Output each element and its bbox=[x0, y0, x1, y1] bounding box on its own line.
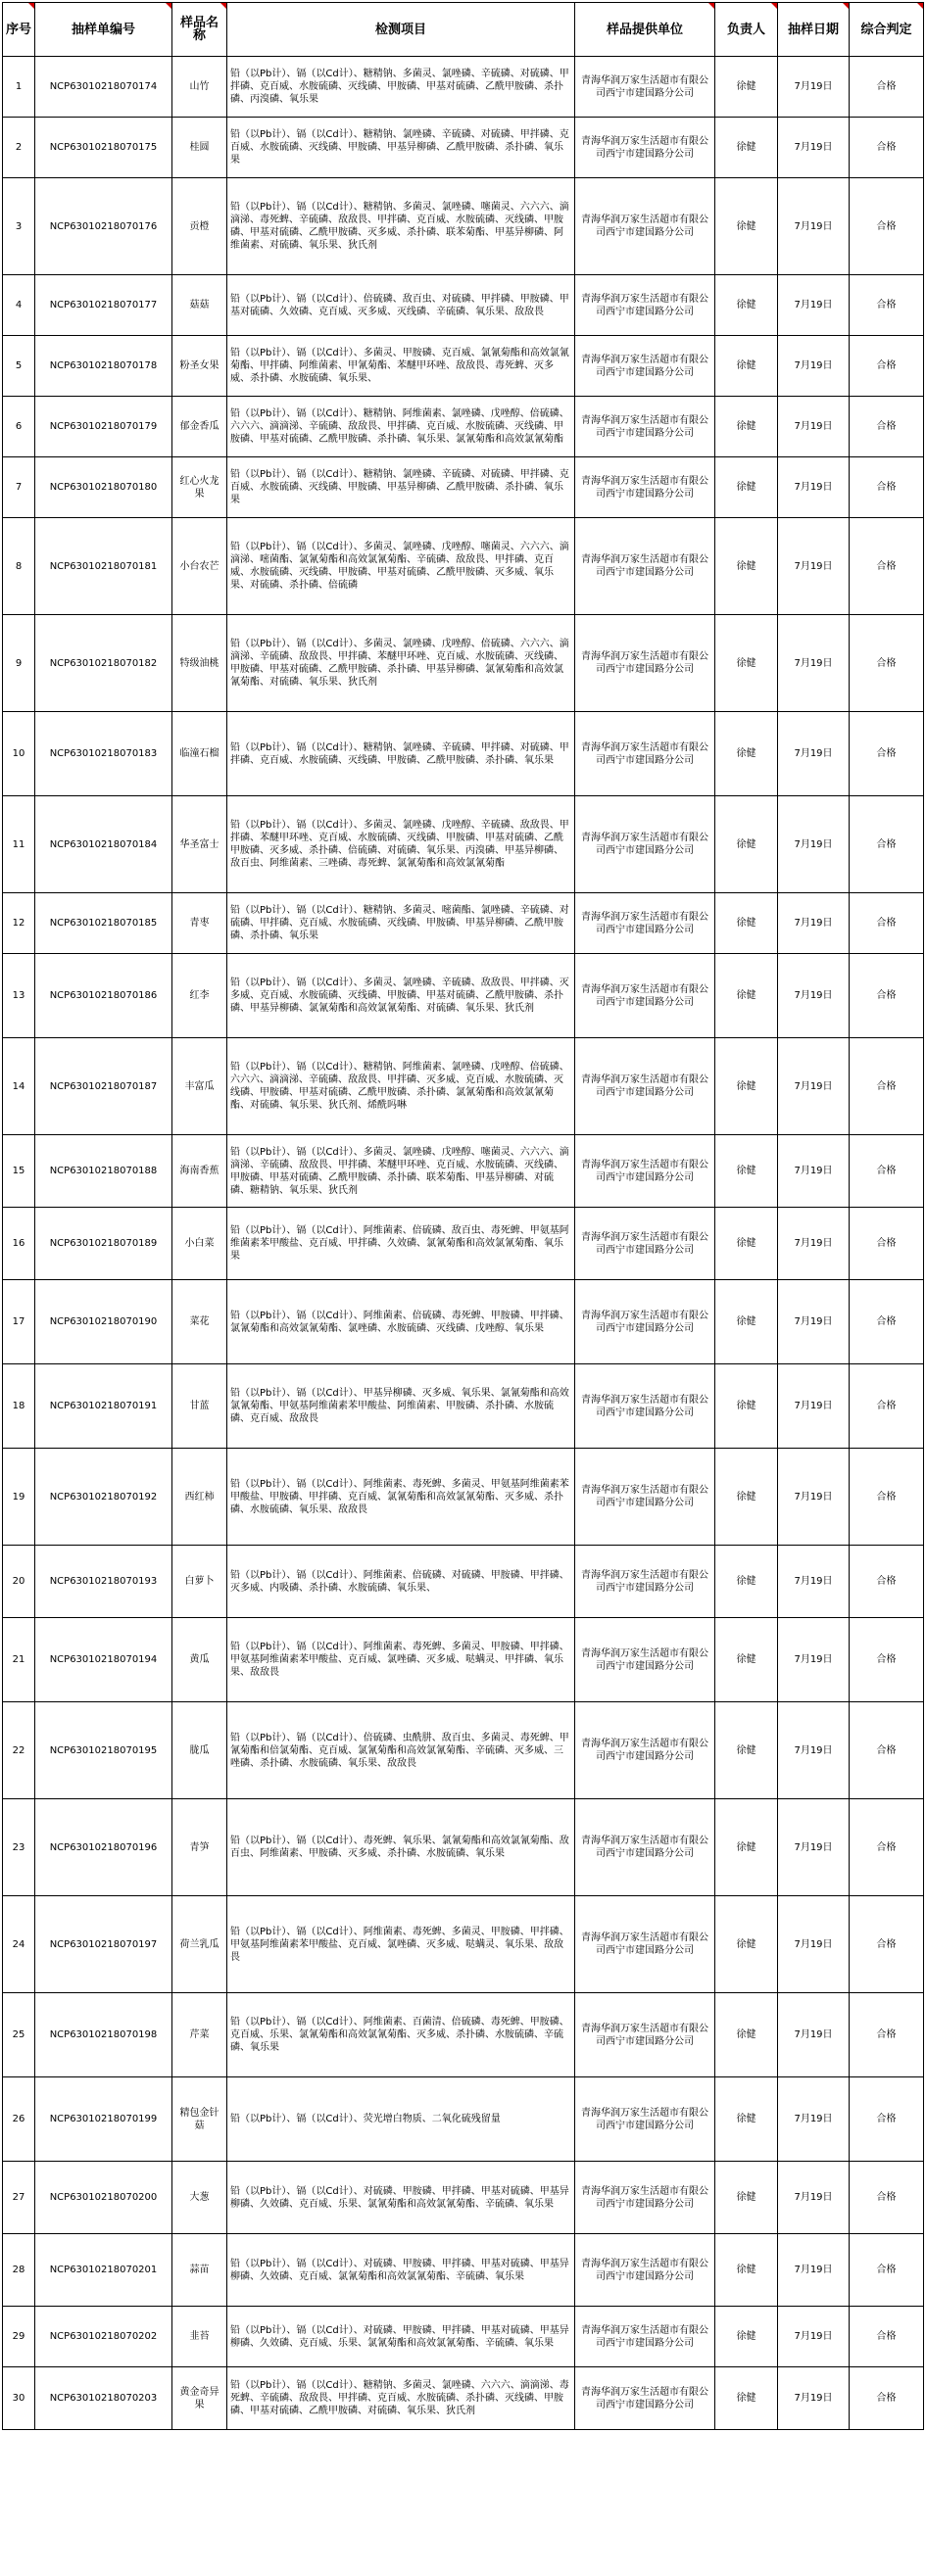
sample-number: NCP63010218070178 bbox=[35, 336, 172, 397]
supplier-unit: 青海华润万家生活超市有限公司西宁市建国路分公司 bbox=[575, 1038, 715, 1135]
sampling-date: 7月19日 bbox=[778, 1799, 850, 1896]
supplier-unit: 青海华润万家生活超市有限公司西宁市建国路分公司 bbox=[575, 275, 715, 336]
sampling-date: 7月19日 bbox=[778, 1618, 850, 1702]
header-person-label: 负责人 bbox=[726, 22, 765, 37]
responsible-person: 徐健 bbox=[715, 336, 778, 397]
table-row bbox=[3, 1896, 924, 1993]
verdict: 合格 bbox=[850, 1364, 924, 1449]
responsible-person: 徐健 bbox=[715, 796, 778, 893]
row-number: 30 bbox=[3, 2367, 35, 2430]
verdict: 合格 bbox=[850, 457, 924, 518]
table-row bbox=[3, 275, 924, 336]
test-items: 铅（以Pb计）、镉（以Cd计）、糖精钠、氯唑磷、辛硫磷、对硫磷、甲拌磷、克百威、水胺硫磷、灭线磷、甲胺磷、甲基异柳磷、乙酰甲胺磷、杀扑磷、氧乐果 bbox=[227, 457, 575, 518]
table-row bbox=[3, 1038, 924, 1135]
sampling-date: 7月19日 bbox=[778, 893, 850, 954]
verdict: 合格 bbox=[850, 1449, 924, 1546]
responsible-person: 徐健 bbox=[715, 57, 778, 118]
responsible-person: 徐健 bbox=[715, 893, 778, 954]
test-items: 铅（以Pb计）、镉（以Cd计）、倍硫磷、虫酰肼、敌百虫、多菌灵、毒死蜱、甲氰菊酯和倍氯菊酯、克百威、氯氰菊酯和高效氯氰菊酯、辛硫磷、灭多威、三唑磷、杀扑磷、水胺硫磷、氧乐果、敌敌畏 bbox=[227, 1702, 575, 1799]
sample-name: 精包金针菇 bbox=[172, 2077, 227, 2162]
header-sample-no bbox=[35, 3, 172, 57]
sample-number: NCP63010218070203 bbox=[35, 2367, 172, 2430]
header-no bbox=[3, 3, 35, 57]
sample-name: 蒜苗 bbox=[172, 2234, 227, 2307]
sampling-date: 7月19日 bbox=[778, 275, 850, 336]
table-row bbox=[3, 1208, 924, 1280]
sample-name: 桂圆 bbox=[172, 118, 227, 178]
sample-number: NCP63010218070183 bbox=[35, 712, 172, 796]
row-number: 23 bbox=[3, 1799, 35, 1896]
header-name-label: 样品名称 bbox=[179, 16, 219, 43]
responsible-person: 徐健 bbox=[715, 2162, 778, 2234]
header-date bbox=[778, 3, 850, 57]
sample-number: NCP63010218070185 bbox=[35, 893, 172, 954]
row-number: 14 bbox=[3, 1038, 35, 1135]
supplier-unit: 青海华润万家生活超市有限公司西宁市建国路分公司 bbox=[575, 893, 715, 954]
supplier-unit: 青海华润万家生活超市有限公司西宁市建国路分公司 bbox=[575, 336, 715, 397]
sample-name: 海南香蕉 bbox=[172, 1135, 227, 1208]
sample-number: NCP63010218070187 bbox=[35, 1038, 172, 1135]
responsible-person: 徐健 bbox=[715, 712, 778, 796]
row-number: 2 bbox=[3, 118, 35, 178]
table-row bbox=[3, 57, 924, 118]
sample-number: NCP63010218070176 bbox=[35, 178, 172, 275]
row-number: 22 bbox=[3, 1702, 35, 1799]
header-result bbox=[850, 3, 924, 57]
verdict: 合格 bbox=[850, 615, 924, 712]
sampling-date: 7月19日 bbox=[778, 712, 850, 796]
responsible-person: 徐健 bbox=[715, 1546, 778, 1618]
supplier-unit: 青海华润万家生活超市有限公司西宁市建国路分公司 bbox=[575, 712, 715, 796]
sample-name: 小台农芒 bbox=[172, 518, 227, 615]
responsible-person: 徐健 bbox=[715, 1208, 778, 1280]
verdict: 合格 bbox=[850, 1702, 924, 1799]
verdict: 合格 bbox=[850, 118, 924, 178]
sample-name: 丰富瓜 bbox=[172, 1038, 227, 1135]
sample-name: 华圣富士 bbox=[172, 796, 227, 893]
supplier-unit: 青海华润万家生活超市有限公司西宁市建国路分公司 bbox=[575, 1449, 715, 1546]
test-items: 铅（以Pb计）、镉（以Cd计）、阿维菌素、百菌清、倍硫磷、毒死蜱、甲胺磷、克百威、乐果、氯氰菊酯和高效氯氰菊酯、灭多威、杀扑磷、水胺硫磷、辛硫磷、氧乐果 bbox=[227, 1993, 575, 2077]
sample-name: 红李 bbox=[172, 954, 227, 1038]
sampling-date: 7月19日 bbox=[778, 2367, 850, 2430]
sample-name: 韭苔 bbox=[172, 2307, 227, 2367]
supplier-unit: 青海华润万家生活超市有限公司西宁市建国路分公司 bbox=[575, 1618, 715, 1702]
test-items: 铅（以Pb计）、镉（以Cd计）、糖精钠、阿维菌素、氯唑磷、戊唑醇、倍硫磷、六六六、滴滴涕、辛硫磷、敌敌畏、甲拌磷、灭多威、克百威、水胺硫磷、灭线磷、甲胺磷、甲基对硫磷、乙酰甲胺磷、杀扑磷、氯氰菊酯和高效氯氰菊酯、对硫磷、氧乐果、狄氏剂、烯酰吗啉 bbox=[227, 1038, 575, 1135]
table-row bbox=[3, 954, 924, 1038]
responsible-person: 徐健 bbox=[715, 397, 778, 457]
supplier-unit: 青海华润万家生活超市有限公司西宁市建国路分公司 bbox=[575, 1208, 715, 1280]
verdict: 合格 bbox=[850, 1038, 924, 1135]
sample-number: NCP63010218070194 bbox=[35, 1618, 172, 1702]
sampling-date: 7月19日 bbox=[778, 1135, 850, 1208]
test-items: 铅（以Pb计）、镉（以Cd计）、多菌灵、氯唑磷、戊唑醇、倍硫磷、六六六、滴滴涕、辛硫磷、敌敌畏、甲拌磷、苯醚甲环唑、克百威、水胺硫磷、灭线磷、甲胺磷、甲基对硫磷、乙酰甲胺磷、杀扑磷、甲基异柳磷、氯氰菊酯和高效氯氰菊酯、对硫磷、氧乐果、狄氏剂 bbox=[227, 615, 575, 712]
table-row bbox=[3, 1799, 924, 1896]
test-items: 铅（以Pb计）、镉（以Cd计）、糖精钠、氯唑磷、辛硫磷、甲拌磷、对硫磷、甲拌磷、克百威、水胺硫磷、灭线磷、甲胺磷、乙酰甲胺磷、杀扑磷、氧乐果 bbox=[227, 712, 575, 796]
sample-name: 临潼石榴 bbox=[172, 712, 227, 796]
sample-number: NCP63010218070193 bbox=[35, 1546, 172, 1618]
responsible-person: 徐健 bbox=[715, 2077, 778, 2162]
test-items: 铅（以Pb计）、镉（以Cd计）、多菌灵、氯唑磷、戊唑醇、噻菌灵、六六六、滴滴涕、嘧菌酯、氯氰菊酯和高效氯氰菊酯、辛硫磷、敌敌畏、甲拌磷、克百威、水胺硫磷、灭线磷、甲胺磷、甲基对硫磷、乙酰甲胺磷、灭多威、氧乐果、对硫磷、杀扑磷、倍硫磷 bbox=[227, 518, 575, 615]
responsible-person: 徐健 bbox=[715, 275, 778, 336]
table-row bbox=[3, 712, 924, 796]
table-row bbox=[3, 1135, 924, 1208]
row-number: 27 bbox=[3, 2162, 35, 2234]
comment-flag bbox=[771, 3, 777, 9]
verdict: 合格 bbox=[850, 796, 924, 893]
verdict: 合格 bbox=[850, 954, 924, 1038]
comment-flag bbox=[843, 3, 849, 9]
sample-number: NCP63010218070182 bbox=[35, 615, 172, 712]
comment-flag bbox=[708, 3, 714, 9]
test-items: 铅（以Pb计）、镉（以Cd计）、对硫磷、甲胺磷、甲拌磷、甲基对硫磷、甲基异柳磷、久效磷、克百威、氯氰菊酯和高效氯氰菊酯、辛硫磷、氧乐果 bbox=[227, 2234, 575, 2307]
sample-name: 芹菜 bbox=[172, 1993, 227, 2077]
sample-name: 青笋 bbox=[172, 1799, 227, 1896]
table-row bbox=[3, 1449, 924, 1546]
sample-number: NCP63010218070177 bbox=[35, 275, 172, 336]
comment-flag bbox=[28, 3, 34, 9]
responsible-person: 徐健 bbox=[715, 178, 778, 275]
sample-name: 黄金奇异果 bbox=[172, 2367, 227, 2430]
row-number: 7 bbox=[3, 457, 35, 518]
sample-number: NCP63010218070198 bbox=[35, 1993, 172, 2077]
sample-number: NCP63010218070202 bbox=[35, 2307, 172, 2367]
supplier-unit: 青海华润万家生活超市有限公司西宁市建国路分公司 bbox=[575, 2162, 715, 2234]
responsible-person: 徐健 bbox=[715, 2234, 778, 2307]
comment-flag bbox=[220, 3, 226, 9]
sampling-date: 7月19日 bbox=[778, 1449, 850, 1546]
sampling-date: 7月19日 bbox=[778, 178, 850, 275]
verdict: 合格 bbox=[850, 275, 924, 336]
verdict: 合格 bbox=[850, 2234, 924, 2307]
verdict: 合格 bbox=[850, 1993, 924, 2077]
test-items: 铅（以Pb计）、镉（以Cd计）、甲基异柳磷、灭多威、氧乐果、氯氰菊酯和高效氯氰菊酯、甲氨基阿维菌素苯甲酸盐、阿维菌素、甲胺磷、杀扑磷、水胺硫磷、克百威、敌敌畏 bbox=[227, 1364, 575, 1449]
supplier-unit: 青海华润万家生活超市有限公司西宁市建国路分公司 bbox=[575, 2307, 715, 2367]
supplier-unit: 青海华润万家生活超市有限公司西宁市建国路分公司 bbox=[575, 118, 715, 178]
sample-number: NCP63010218070200 bbox=[35, 2162, 172, 2234]
sample-number: NCP63010218070192 bbox=[35, 1449, 172, 1546]
sample-name: 甘蓝 bbox=[172, 1364, 227, 1449]
responsible-person: 徐健 bbox=[715, 1993, 778, 2077]
row-number: 9 bbox=[3, 615, 35, 712]
table-row bbox=[3, 1280, 924, 1364]
header-row bbox=[3, 3, 924, 57]
verdict: 合格 bbox=[850, 178, 924, 275]
verdict: 合格 bbox=[850, 336, 924, 397]
row-number: 19 bbox=[3, 1449, 35, 1546]
row-number: 6 bbox=[3, 397, 35, 457]
test-items: 铅（以Pb计）、镉（以Cd计）、毒死蜱、氧乐果、氯氰菊酯和高效氯氰菊酯、敌百虫、阿维菌素、甲胺磷、灭多威、杀扑磷、水胺硫磷、氧乐果 bbox=[227, 1799, 575, 1896]
test-items: 铅（以Pb计）、镉（以Cd计）、糖精钠、多菌灵、氯唑磷、六六六、滴滴涕、毒死蜱、辛硫磷、敌敌畏、甲拌磷、克百威、水胺硫磷、杀扑磷、灭线磷、甲胺磷、甲基对硫磷、乙酰甲胺磷、对硫磷、氧乐果、狄氏剂 bbox=[227, 2367, 575, 2430]
sample-number: NCP63010218070191 bbox=[35, 1364, 172, 1449]
sample-number: NCP63010218070179 bbox=[35, 397, 172, 457]
supplier-unit: 青海华润万家生活超市有限公司西宁市建国路分公司 bbox=[575, 397, 715, 457]
verdict: 合格 bbox=[850, 2367, 924, 2430]
sampling-date: 7月19日 bbox=[778, 1546, 850, 1618]
sampling-date: 7月19日 bbox=[778, 1280, 850, 1364]
table-row bbox=[3, 118, 924, 178]
row-number: 28 bbox=[3, 2234, 35, 2307]
supplier-unit: 青海华润万家生活超市有限公司西宁市建国路分公司 bbox=[575, 518, 715, 615]
table-row bbox=[3, 2077, 924, 2162]
verdict: 合格 bbox=[850, 1896, 924, 1993]
table-row bbox=[3, 518, 924, 615]
supplier-unit: 青海华润万家生活超市有限公司西宁市建国路分公司 bbox=[575, 178, 715, 275]
row-number: 1 bbox=[3, 57, 35, 118]
sampling-date: 7月19日 bbox=[778, 1364, 850, 1449]
verdict: 合格 bbox=[850, 1618, 924, 1702]
verdict: 合格 bbox=[850, 1546, 924, 1618]
header-unit bbox=[575, 3, 715, 57]
table-row bbox=[3, 2367, 924, 2430]
sampling-date: 7月19日 bbox=[778, 2162, 850, 2234]
test-items: 铅（以Pb计）、镉（以Cd计）、阿维菌素、倍硫磷、对硫磷、甲胺磷、甲拌磷、灭多威、内吸磷、杀扑磷、水胺硫磷、氧乐果、 bbox=[227, 1546, 575, 1618]
sampling-date: 7月19日 bbox=[778, 457, 850, 518]
sample-name: 小白菜 bbox=[172, 1208, 227, 1280]
header-no-label: 序号 bbox=[6, 22, 32, 37]
sample-number: NCP63010218070180 bbox=[35, 457, 172, 518]
sampling-date: 7月19日 bbox=[778, 118, 850, 178]
test-items: 铅（以Pb计）、镉（以Cd计）、多菌灵、甲胺磷、克百威、氯氰菊酯和高效氯氰菊酯、甲拌磷、阿维菌素、甲氰菊酯、苯醚甲环唑、敌敌畏、毒死蜱、灭多威、杀扑磷、水胺硫磷、氧乐果、 bbox=[227, 336, 575, 397]
table-row bbox=[3, 336, 924, 397]
supplier-unit: 青海华润万家生活超市有限公司西宁市建国路分公司 bbox=[575, 57, 715, 118]
supplier-unit: 青海华润万家生活超市有限公司西宁市建国路分公司 bbox=[575, 2234, 715, 2307]
row-number: 13 bbox=[3, 954, 35, 1038]
header-name bbox=[172, 3, 227, 57]
row-number: 5 bbox=[3, 336, 35, 397]
sample-name: 荷兰乳瓜 bbox=[172, 1896, 227, 1993]
row-number: 4 bbox=[3, 275, 35, 336]
verdict: 合格 bbox=[850, 2162, 924, 2234]
supplier-unit: 青海华润万家生活超市有限公司西宁市建国路分公司 bbox=[575, 1364, 715, 1449]
sampling-date: 7月19日 bbox=[778, 2307, 850, 2367]
responsible-person: 徐健 bbox=[715, 1280, 778, 1364]
table-row bbox=[3, 1546, 924, 1618]
row-number: 8 bbox=[3, 518, 35, 615]
sampling-date: 7月19日 bbox=[778, 1038, 850, 1135]
test-items: 铅（以Pb计）、镉（以Cd计）、倍硫磷、敌百虫、对硫磷、甲拌磷、甲胺磷、甲基对硫磷、久效磷、克百威、灭多威、灭线磷、辛硫磷、氧乐果、敌敌畏 bbox=[227, 275, 575, 336]
sample-number: NCP63010218070186 bbox=[35, 954, 172, 1038]
test-items: 铅（以Pb计）、镉（以Cd计）、阿维菌素、倍硫磷、敌百虫、毒死蜱、甲氨基阿维菌素苯甲酸盐、克百威、甲拌磷、久效磷、氯氰菊酯和高效氯氰菊酯、氧乐果 bbox=[227, 1208, 575, 1280]
supplier-unit: 青海华润万家生活超市有限公司西宁市建国路分公司 bbox=[575, 1702, 715, 1799]
supplier-unit: 青海华润万家生活超市有限公司西宁市建国路分公司 bbox=[575, 457, 715, 518]
test-items: 铅（以Pb计）、镉（以Cd计）、糖精钠、氯唑磷、辛硫磷、对硫磷、甲拌磷、克百威、水胺硫磷、灭线磷、甲胺磷、甲基异柳磷、乙酰甲胺磷、杀扑磷、氧乐果 bbox=[227, 118, 575, 178]
verdict: 合格 bbox=[850, 1135, 924, 1208]
test-items: 铅（以Pb计）、镉（以Cd计）、多菌灵、氯唑磷、戊唑醇、噻菌灵、六六六、滴滴涕、辛硫磷、敌敌畏、甲拌磷、苯醚甲环唑、克百威、水胺硫磷、灭线磷、甲胺磷、甲基对硫磷、乙酰甲胺磷、杀扑磷、联苯菊酯、甲基异柳磷、对硫磷、糖精钠、氧乐果、狄氏剂 bbox=[227, 1135, 575, 1208]
comment-flag bbox=[917, 3, 923, 9]
row-number: 11 bbox=[3, 796, 35, 893]
test-items: 铅（以Pb计）、镉（以Cd计）、阿维菌素、毒死蜱、多菌灵、甲胺磷、甲拌磷、甲氨基阿维菌素苯甲酸盐、克百威、氯唑磷、灭多威、哒螨灵、氧乐果、敌敌畏 bbox=[227, 1896, 575, 1993]
test-items: 铅（以Pb计）、镉（以Cd计）、阿维菌素、毒死蜱、多菌灵、甲胺磷、甲拌磷、甲氨基阿维菌素苯甲酸盐、克百威、氯唑磷、灭多威、哒螨灵、甲拌磷、氧乐果、敌敌畏 bbox=[227, 1618, 575, 1702]
header-sample-no-label: 抽样单编号 bbox=[71, 22, 135, 37]
table-row bbox=[3, 1618, 924, 1702]
sample-number: NCP63010218070175 bbox=[35, 118, 172, 178]
supplier-unit: 青海华润万家生活超市有限公司西宁市建国路分公司 bbox=[575, 796, 715, 893]
test-items: 铅（以Pb计）、镉（以Cd计）、阿维菌素、倍硫磷、毒死蜱、甲胺磷、甲拌磷、氯氰菊酯和高效氯氰菊酯、氯唑磷、水胺硫磷、灭线磷、戊唑醇、氧乐果 bbox=[227, 1280, 575, 1364]
responsible-person: 徐健 bbox=[715, 457, 778, 518]
sample-name: 菇菇 bbox=[172, 275, 227, 336]
responsible-person: 徐健 bbox=[715, 1449, 778, 1546]
row-number: 25 bbox=[3, 1993, 35, 2077]
responsible-person: 徐健 bbox=[715, 1896, 778, 1993]
test-items: 铅（以Pb计）、镉（以Cd计）、对硫磷、甲胺磷、甲拌磷、甲基对硫磷、甲基异柳磷、久效磷、克百威、乐果、氯氰菊酯和高效氯氰菊酯、辛硫磷、氧乐果 bbox=[227, 2307, 575, 2367]
sample-number: NCP63010218070189 bbox=[35, 1208, 172, 1280]
sample-number: NCP63010218070197 bbox=[35, 1896, 172, 1993]
supplier-unit: 青海华润万家生活超市有限公司西宁市建国路分公司 bbox=[575, 1280, 715, 1364]
supplier-unit: 青海华润万家生活超市有限公司西宁市建国路分公司 bbox=[575, 1546, 715, 1618]
sample-name: 菜花 bbox=[172, 1280, 227, 1364]
verdict: 合格 bbox=[850, 1799, 924, 1896]
sample-name: 郁金香瓜 bbox=[172, 397, 227, 457]
supplier-unit: 青海华润万家生活超市有限公司西宁市建国路分公司 bbox=[575, 2367, 715, 2430]
table-row bbox=[3, 796, 924, 893]
sample-name: 黄瓜 bbox=[172, 1618, 227, 1702]
sample-number: NCP63010218070174 bbox=[35, 57, 172, 118]
row-number: 18 bbox=[3, 1364, 35, 1449]
results-table bbox=[2, 2, 924, 2430]
sampling-date: 7月19日 bbox=[778, 2234, 850, 2307]
sampling-date: 7月19日 bbox=[778, 1208, 850, 1280]
supplier-unit: 青海华润万家生活超市有限公司西宁市建国路分公司 bbox=[575, 2077, 715, 2162]
sample-name: 特级油桃 bbox=[172, 615, 227, 712]
sampling-date: 7月19日 bbox=[778, 518, 850, 615]
sample-name: 青枣 bbox=[172, 893, 227, 954]
sample-number: NCP63010218070195 bbox=[35, 1702, 172, 1799]
sampling-date: 7月19日 bbox=[778, 615, 850, 712]
table-row bbox=[3, 397, 924, 457]
responsible-person: 徐健 bbox=[715, 1135, 778, 1208]
row-number: 15 bbox=[3, 1135, 35, 1208]
table-row bbox=[3, 457, 924, 518]
sample-name: 西红柿 bbox=[172, 1449, 227, 1546]
header-date-label: 抽样日期 bbox=[787, 22, 839, 37]
table-row bbox=[3, 2162, 924, 2234]
sampling-date: 7月19日 bbox=[778, 954, 850, 1038]
responsible-person: 徐健 bbox=[715, 2367, 778, 2430]
sample-number: NCP63010218070188 bbox=[35, 1135, 172, 1208]
header-items bbox=[227, 3, 575, 57]
verdict: 合格 bbox=[850, 893, 924, 954]
table-row bbox=[3, 615, 924, 712]
responsible-person: 徐健 bbox=[715, 1799, 778, 1896]
test-items: 铅（以Pb计）、镉（以Cd计）、对硫磷、甲胺磷、甲拌磷、甲基对硫磷、甲基异柳磷、久效磷、克百威、乐果、氯氰菊酯和高效氯氰菊酯、辛硫磷、氧乐果 bbox=[227, 2162, 575, 2234]
table-row bbox=[3, 2234, 924, 2307]
responsible-person: 徐健 bbox=[715, 1702, 778, 1799]
comment-flag bbox=[166, 3, 171, 9]
sampling-date: 7月19日 bbox=[778, 1702, 850, 1799]
responsible-person: 徐健 bbox=[715, 1618, 778, 1702]
sampling-date: 7月19日 bbox=[778, 2077, 850, 2162]
sample-name: 粉圣女果 bbox=[172, 336, 227, 397]
sample-number: NCP63010218070201 bbox=[35, 2234, 172, 2307]
header-result-label: 综合判定 bbox=[860, 22, 912, 37]
verdict: 合格 bbox=[850, 1208, 924, 1280]
supplier-unit: 青海华润万家生活超市有限公司西宁市建国路分公司 bbox=[575, 1993, 715, 2077]
responsible-person: 徐健 bbox=[715, 518, 778, 615]
sampling-date: 7月19日 bbox=[778, 336, 850, 397]
sample-name: 大葱 bbox=[172, 2162, 227, 2234]
sample-name: 白萝卜 bbox=[172, 1546, 227, 1618]
responsible-person: 徐健 bbox=[715, 1038, 778, 1135]
row-number: 29 bbox=[3, 2307, 35, 2367]
responsible-person: 徐健 bbox=[715, 954, 778, 1038]
responsible-person: 徐健 bbox=[715, 118, 778, 178]
supplier-unit: 青海华润万家生活超市有限公司西宁市建国路分公司 bbox=[575, 954, 715, 1038]
test-items: 铅（以Pb计）、镉（以Cd计）、荧光增白物质、二氧化硫残留量 bbox=[227, 2077, 575, 2162]
sampling-date: 7月19日 bbox=[778, 1993, 850, 2077]
sampling-date: 7月19日 bbox=[778, 796, 850, 893]
verdict: 合格 bbox=[850, 2077, 924, 2162]
sample-name: 贡橙 bbox=[172, 178, 227, 275]
sample-number: NCP63010218070181 bbox=[35, 518, 172, 615]
responsible-person: 徐健 bbox=[715, 615, 778, 712]
verdict: 合格 bbox=[850, 712, 924, 796]
table-row bbox=[3, 178, 924, 275]
row-number: 12 bbox=[3, 893, 35, 954]
row-number: 26 bbox=[3, 2077, 35, 2162]
row-number: 17 bbox=[3, 1280, 35, 1364]
table-row bbox=[3, 2307, 924, 2367]
row-number: 16 bbox=[3, 1208, 35, 1280]
sample-name: 胧瓜 bbox=[172, 1702, 227, 1799]
test-items: 铅（以Pb计）、镉（以Cd计）、多菌灵、氯唑磷、戊唑醇、辛硫磷、敌敌畏、甲拌磷、苯醚甲环唑、克百威、水胺硫磷、灭线磷、甲胺磷、甲基对硫磷、乙酰甲胺磷、灭多威、杀扑磷、倍硫磷、对硫磷、氧乐果、丙溴磷、甲基异柳磷、敌百虫、阿维菌素、三唑磷、毒死蜱、氯氰菊酯和高效氯氰菊酯 bbox=[227, 796, 575, 893]
supplier-unit: 青海华润万家生活超市有限公司西宁市建国路分公司 bbox=[575, 615, 715, 712]
header-unit-label: 样品提供单位 bbox=[606, 22, 683, 37]
test-items: 铅（以Pb计）、镉（以Cd计）、糖精钠、阿维菌素、氯唑磷、戊唑醇、倍硫磷、六六六、滴滴涕、辛硫磷、敌敌畏、甲拌磷、克百威、水胺硫磷、灭线磷、甲胺磷、甲基对硫磷、乙酰甲胺磷、杀扑磷、氧乐果、氯氰菊酯和高效氯氰菊酯 bbox=[227, 397, 575, 457]
verdict: 合格 bbox=[850, 518, 924, 615]
test-items: 铅（以Pb计）、镉（以Cd计）、糖精钠、多菌灵、嘧菌酯、氯唑磷、辛硫磷、对硫磷、甲拌磷、克百威、水胺硫磷、灭线磷、甲胺磷、甲基异柳磷、乙酰甲胺磷、杀扑磷、氧乐果 bbox=[227, 893, 575, 954]
test-items: 铅（以Pb计）、镉（以Cd计）、糖精钠、多菌灵、氯唑磷、噻菌灵、六六六、滴滴涕、毒死蜱、辛硫磷、敌敌畏、甲拌磷、克百威、水胺硫磷、灭线磷、甲胺磷、甲基对硫磷、乙酰甲胺磷、灭多威、杀扑磷、联苯菊酯、甲基异柳磷、阿维菌素、对硫磷、氧乐果、狄氏剂 bbox=[227, 178, 575, 275]
test-items: 铅（以Pb计）、镉（以Cd计）、糖精钠、多菌灵、氯唑磷、辛硫磷、对硫磷、甲拌磷、克百威、水胺硫磷、灭线磷、甲胺磷、甲基对硫磷、乙酰甲胺磷、杀扑磷、丙溴磷、氧乐果 bbox=[227, 57, 575, 118]
test-items: 铅（以Pb计）、镉（以Cd计）、阿维菌素、毒死蜱、多菌灵、甲氨基阿维菌素苯甲酸盐、甲胺磷、甲拌磷、克百威、氯氰菊酯和高效氯氰菊酯、灭多威、杀扑磷、水胺硫磷、氧乐果、敌敌畏 bbox=[227, 1449, 575, 1546]
test-items: 铅（以Pb计）、镉（以Cd计）、多菌灵、氯唑磷、辛硫磷、敌敌畏、甲拌磷、灭多威、克百威、水胺硫磷、灭线磷、甲胺磷、甲基对硫磷、乙酰甲胺磷、杀扑磷、甲基异柳磷、氯氰菊酯和高效氯氰菊酯、对硫磷、氧乐果、狄氏剂 bbox=[227, 954, 575, 1038]
responsible-person: 徐健 bbox=[715, 1364, 778, 1449]
sample-number: NCP63010218070184 bbox=[35, 796, 172, 893]
supplier-unit: 青海华润万家生活超市有限公司西宁市建国路分公司 bbox=[575, 1799, 715, 1896]
verdict: 合格 bbox=[850, 1280, 924, 1364]
header-person bbox=[715, 3, 778, 57]
responsible-person: 徐健 bbox=[715, 2307, 778, 2367]
sample-number: NCP63010218070190 bbox=[35, 1280, 172, 1364]
sample-number: NCP63010218070196 bbox=[35, 1799, 172, 1896]
sampling-date: 7月19日 bbox=[778, 1896, 850, 1993]
table-row bbox=[3, 893, 924, 954]
sampling-date: 7月19日 bbox=[778, 57, 850, 118]
sample-name: 山竹 bbox=[172, 57, 227, 118]
sampling-date: 7月19日 bbox=[778, 397, 850, 457]
verdict: 合格 bbox=[850, 397, 924, 457]
row-number: 24 bbox=[3, 1896, 35, 1993]
supplier-unit: 青海华润万家生活超市有限公司西宁市建国路分公司 bbox=[575, 1896, 715, 1993]
verdict: 合格 bbox=[850, 2307, 924, 2367]
verdict: 合格 bbox=[850, 57, 924, 118]
header-items-label: 检测项目 bbox=[374, 22, 426, 37]
row-number: 10 bbox=[3, 712, 35, 796]
supplier-unit: 青海华润万家生活超市有限公司西宁市建国路分公司 bbox=[575, 1135, 715, 1208]
row-number: 20 bbox=[3, 1546, 35, 1618]
sample-number: NCP63010218070199 bbox=[35, 2077, 172, 2162]
row-number: 21 bbox=[3, 1618, 35, 1702]
sample-name: 红心火龙果 bbox=[172, 457, 227, 518]
table-row bbox=[3, 1702, 924, 1799]
row-number: 3 bbox=[3, 178, 35, 275]
table-row bbox=[3, 1364, 924, 1449]
table-row bbox=[3, 1993, 924, 2077]
